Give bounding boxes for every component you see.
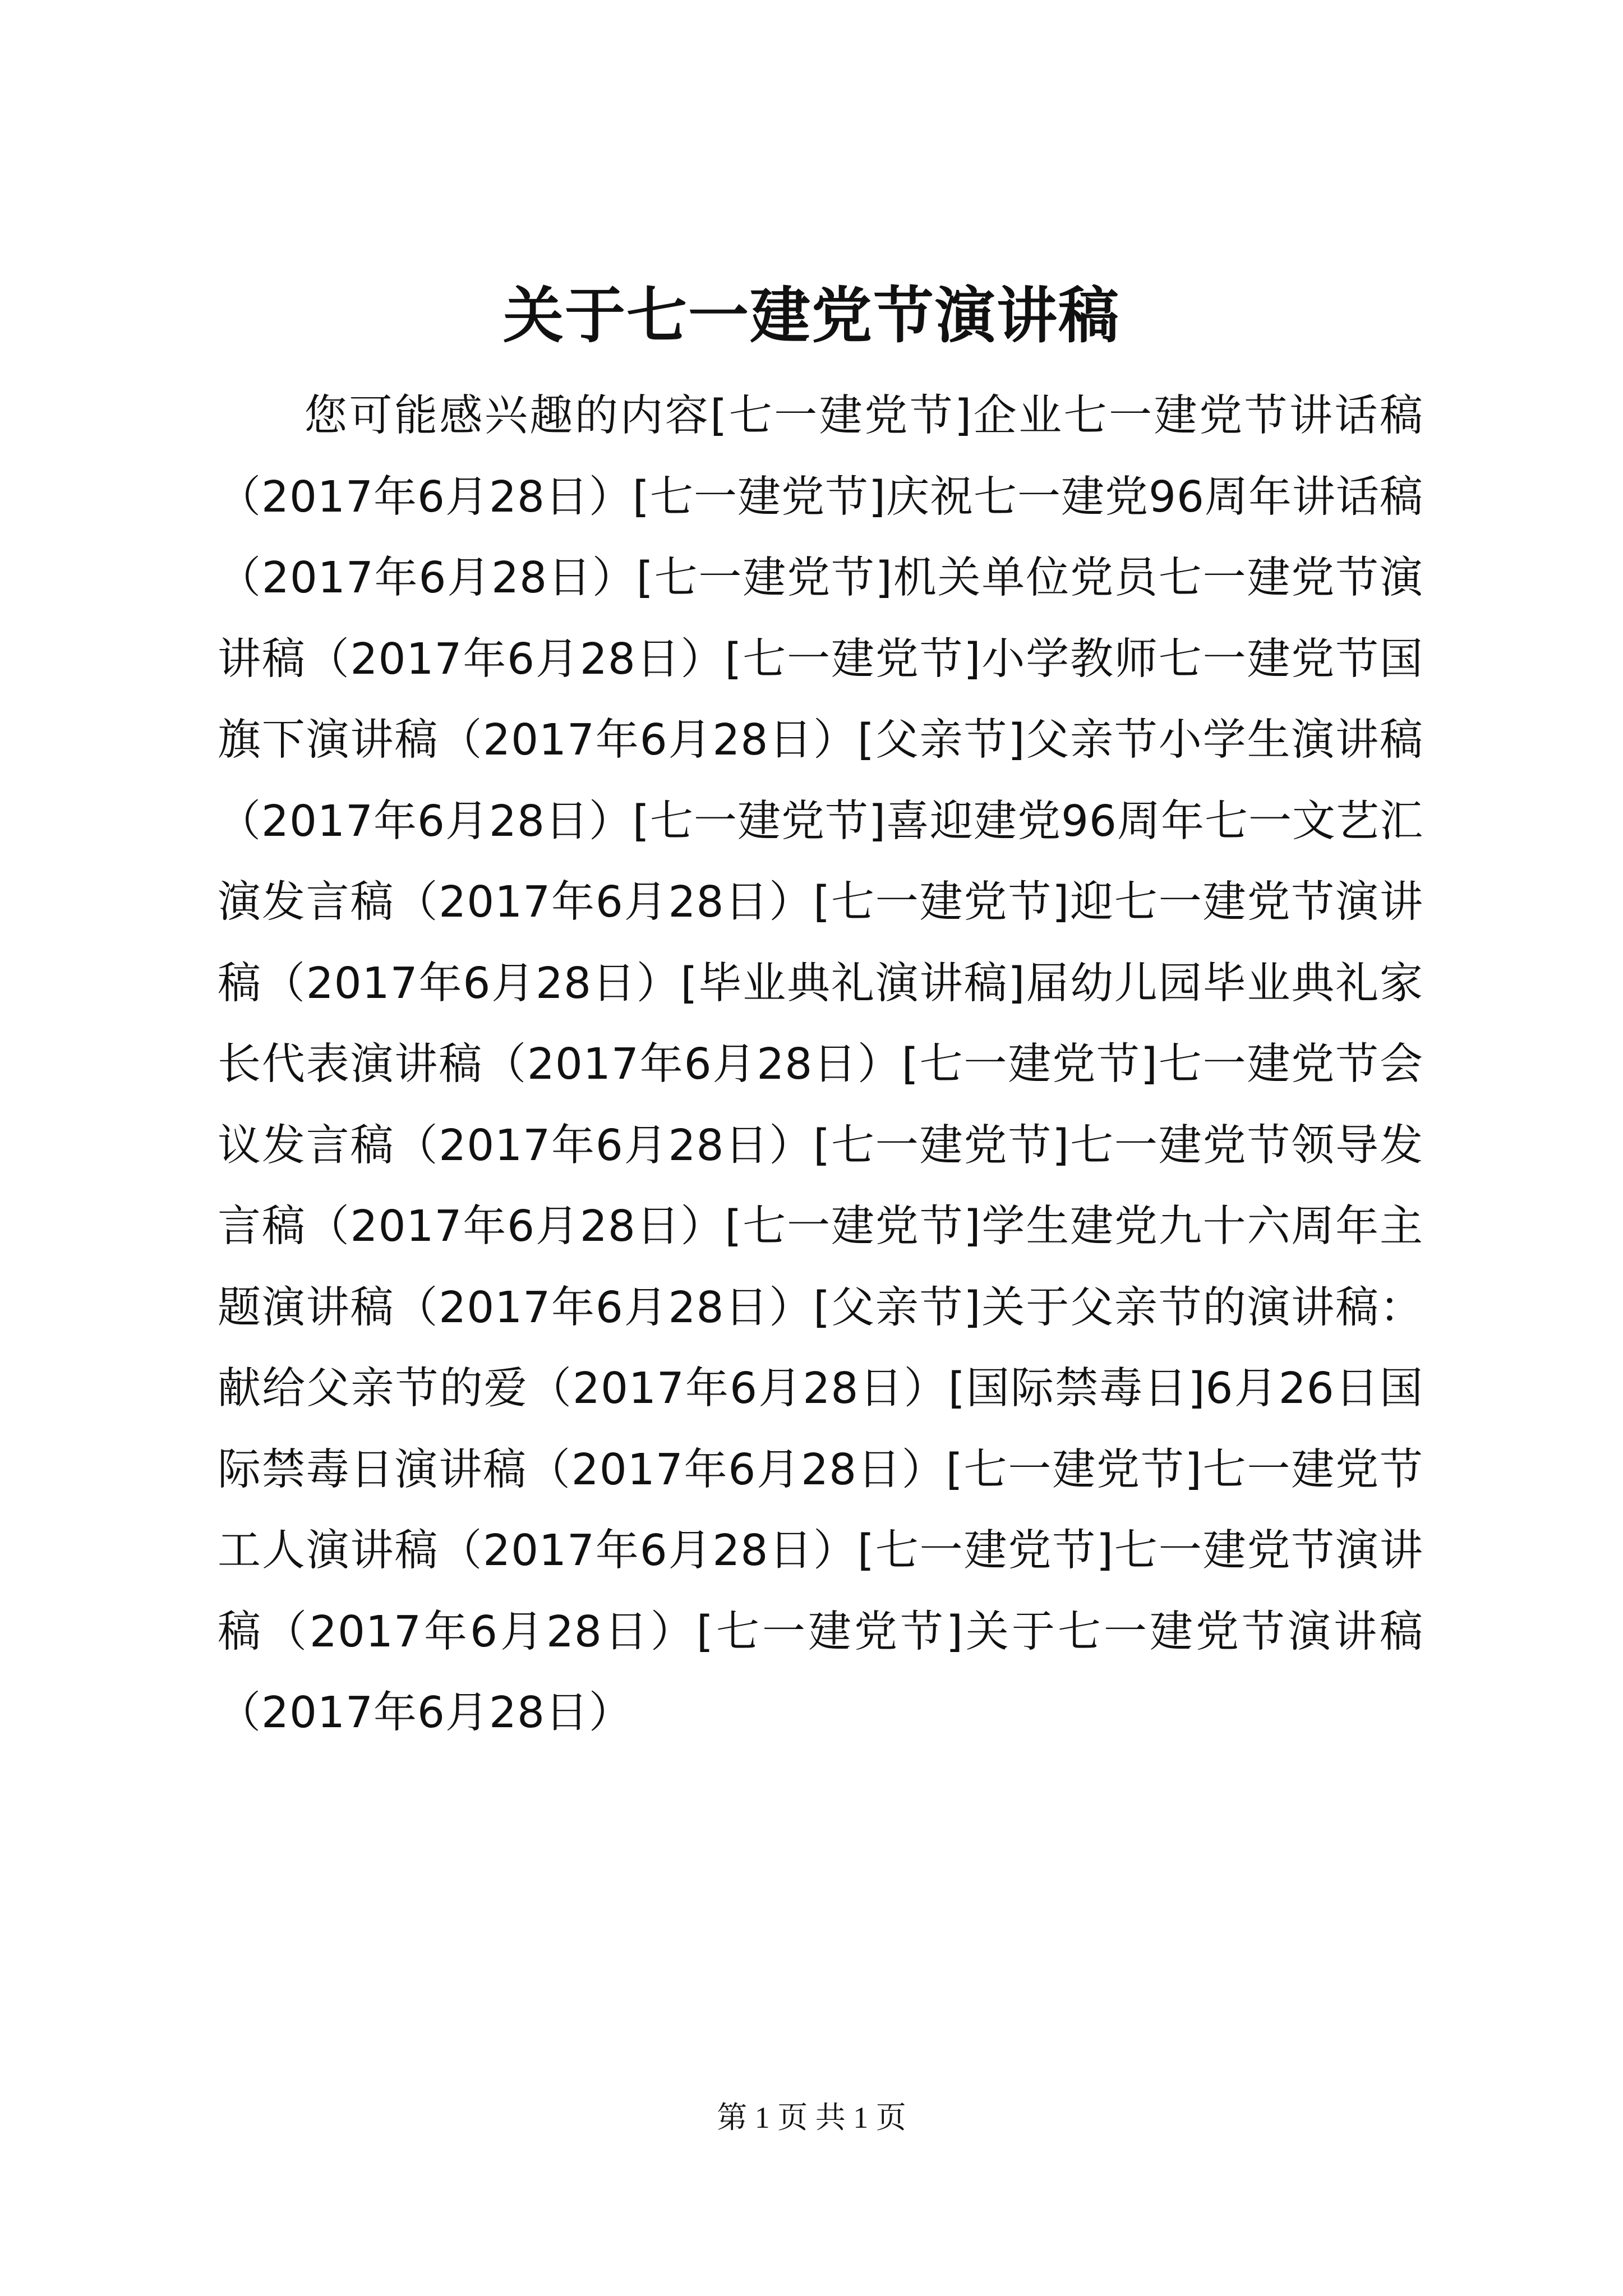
page-number-footer: 第 1 页 共 1 页 (717, 2101, 906, 2134)
document-body-paragraph: 您可能感兴趣的内容[七一建党节]企业七一建党节讲话稿（2017年6月28日）[七一建党节]庆祝七一建党96周年讲话稿（2017年6月28日）[七一建党节]机关单位党员七一建党节演讲稿（2017年6月28日）[七一建党节]小学教师七一建党节国旗下演讲稿（2017年6月28日）[父亲节]父亲节小学生演讲稿（2017年6月28日）[七一建党节]喜迎建党96周年七一文艺汇演发言稿（2017年6月28日）[七一建党节]迎七一建党节演讲稿（2017年6月28日）[毕业典礼演讲稿]届幼儿园毕业典礼家长代表演讲稿（2017年6月28日）[七一建党节]七一建党节会议发言稿（2017年6月28日）[七一建党节]七一建党节领导发言稿（2017年6月28日）[七一建党节]学生建党九十六周年主题演讲稿（2017年6月28日）[父亲节]关于父亲节的演讲稿：献给父亲节的爱（2017年6月28日）[国际禁毒日]6月26日国际禁毒日演讲稿（2017年6月28日）[七一建党节]七一建党节工人演讲稿（2017年6月28日）[七一建党节]七一建党节演讲稿（2017年6月28日）[七一建党节]关于七一建党节演讲稿（2017年6月28日） (218, 391, 1423, 1738)
document-title: 关于七一建党节演讲稿 (502, 280, 1120, 351)
